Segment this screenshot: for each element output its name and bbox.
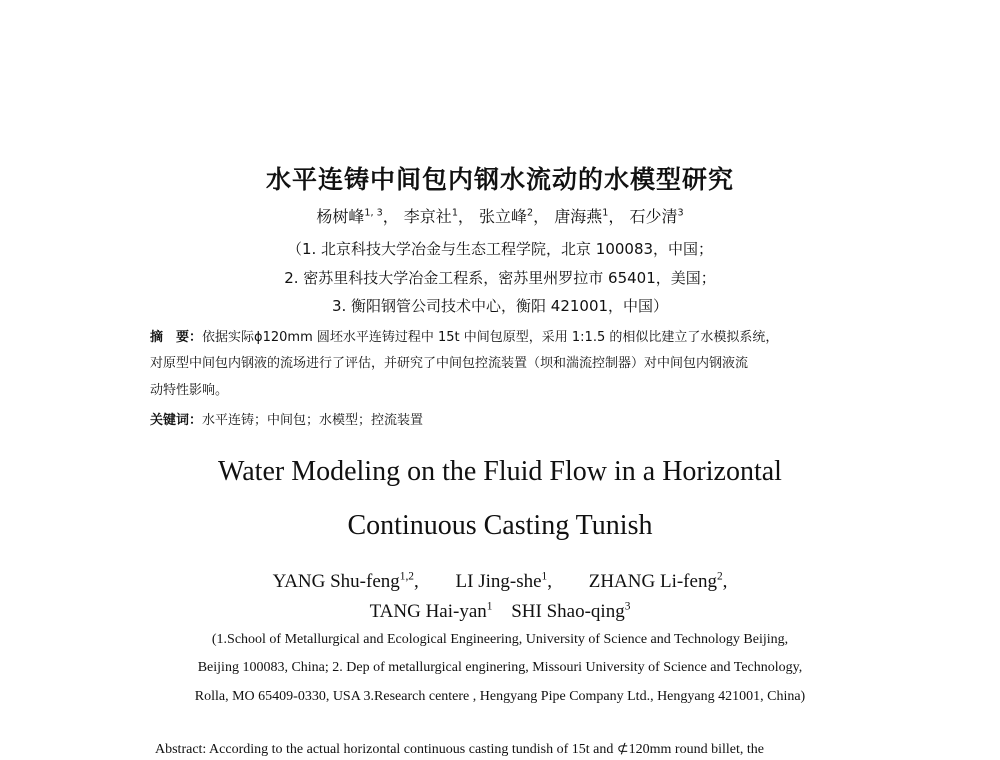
cn-abstract-label: 摘 要： [150, 330, 203, 345]
cn-author-name: 石少清 [629, 207, 678, 226]
cn-abstract-line [150, 326, 778, 345]
en-authors-line [0, 601, 1000, 623]
en-affiliation-line: Rolla, MO 65409-0330, USA 3.Research centere , Hengyang Pipe Company Ltd., Hengyang 421001, China) [194, 689, 806, 704]
en-author-name: YANG Shu-feng [272, 571, 400, 592]
cn-author-sep: ， [533, 207, 550, 226]
en-author-name: LI Jing-she [455, 571, 542, 592]
cn-keywords-label: 关键词： [150, 413, 203, 428]
cn-author-sup: 1 [451, 207, 458, 219]
cn-author-sep: ， [608, 207, 625, 226]
cn-author-sup: 1 [602, 207, 609, 219]
en-author-name: ZHANG Li-feng [588, 571, 717, 592]
cn-author-name: 唐海燕 [554, 207, 603, 226]
cn-keywords [150, 409, 423, 428]
cn-abstract-line: 动特性影响。 [150, 383, 229, 398]
cn-author-name: 李京社 [403, 207, 452, 226]
en-affiliation-line: (1.School of Metallurgical and Ecological Engineering, University of Science and Technology Beijing, [211, 632, 789, 647]
en-author-sup: 1 [486, 600, 493, 613]
en-author-sup: 3 [624, 600, 631, 613]
en-author-sep: , [722, 571, 728, 592]
cn-affiliation-line: 2. 密苏里科技大学冶金工程系，密苏里州罗拉市 65401，美国； [284, 269, 716, 287]
cn-authors [0, 204, 1000, 227]
en-author-sup: 1 [541, 570, 548, 583]
en-authors-line [0, 571, 1000, 593]
cn-title: 水平连铸中间包内钢水流动的水模型研究 [265, 165, 734, 194]
cn-affiliation-line: （1. 北京科技大学冶金与生态工程学院，北京 100083，中国； [286, 240, 714, 258]
cn-affiliation-line: 3. 衡阳钢管公司技术中心，衡阳 421001，中国） [331, 297, 669, 315]
cn-author-name: 杨树峰 [316, 207, 365, 226]
cn-keywords-text: 水平连铸；中间包；水模型；控流装置 [202, 413, 424, 428]
en-author-sup: 2 [716, 570, 723, 583]
cn-author-sep: ， [382, 207, 399, 226]
en-author-sup: 1,2 [399, 570, 415, 583]
cn-abstract-text: 依据实际ϕ120mm 圆坯水平连铸过程中 15t 中间包原型，采用 1:1.5 的相似比建立了水模拟系统， [202, 330, 779, 345]
en-title-line: Continuous Casting Tunish [347, 510, 653, 541]
cn-author-sup: 2 [527, 207, 534, 219]
en-title-line: Water Modeling on the Fluid Flow in a Horizontal [218, 456, 782, 487]
en-affiliation-line: Beijing 100083, China; 2. Dep of metallurgical enginering, Missouri University of Science and Technology, [197, 660, 803, 675]
cn-abstract-line: 对原型中间包内钢液的流场进行了评估，并研究了中间包控流装置（坝和湍流控制器）对中间包内钢液流 [150, 356, 749, 371]
en-author-sep: , [547, 571, 552, 592]
en-author-name: SHI Shao-qing [511, 601, 625, 622]
en-author-sep: , [414, 571, 419, 592]
cn-author-sup: 1, 3 [364, 207, 383, 219]
en-abstract-line: Abstract: According to the actual horizontal continuous casting tundish of 15t and ⊄120mm round billet, the [155, 742, 764, 757]
cn-author-sup: 3 [677, 207, 684, 219]
en-author-name: TANG Hai-yan [369, 601, 487, 622]
cn-author-name: 张立峰 [479, 207, 528, 226]
cn-author-sep: ， [457, 207, 474, 226]
